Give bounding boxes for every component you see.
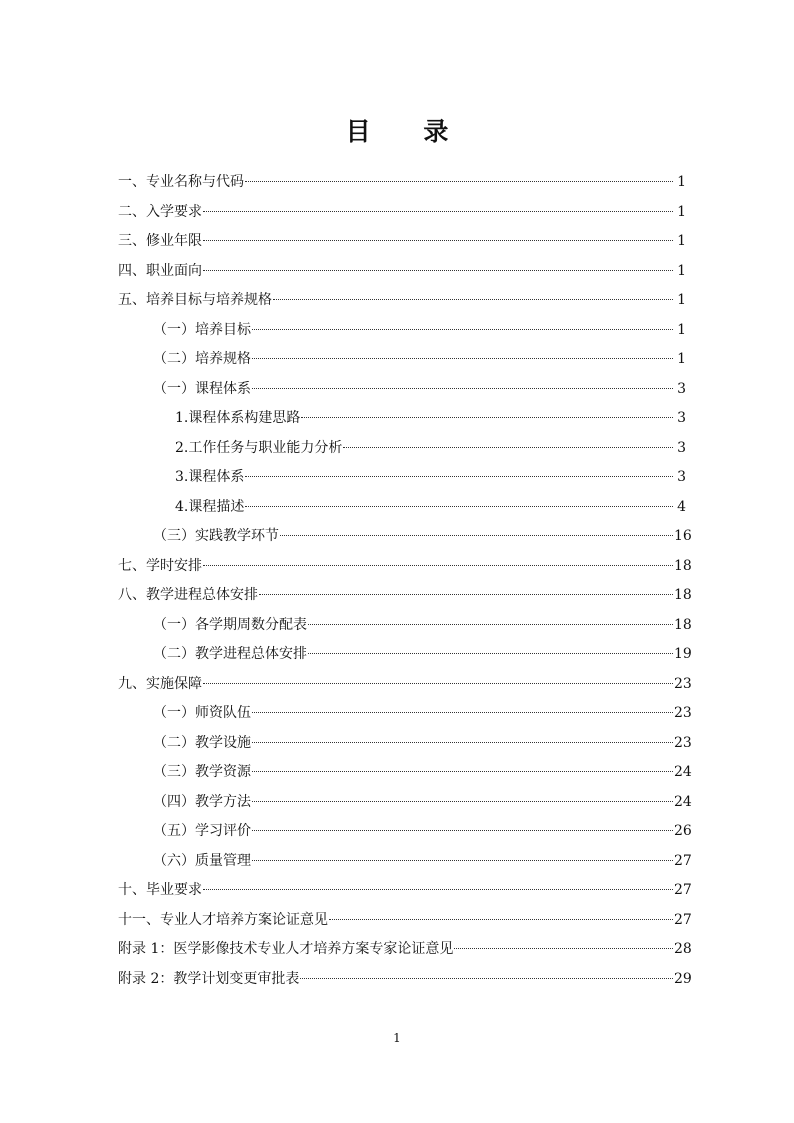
toc-entry[interactable] bbox=[118, 847, 692, 877]
toc-page-number: 1 bbox=[677, 321, 686, 338]
toc-page-number: 19 bbox=[674, 646, 692, 662]
toc-entry-label: 七、学时安排 bbox=[118, 557, 202, 574]
toc-page-number: 28 bbox=[674, 941, 692, 957]
toc-page-number: 1 bbox=[677, 203, 686, 220]
toc-entry-label: 十一、专业人才培养方案论证意见 bbox=[118, 911, 328, 928]
toc-page-number: 27 bbox=[674, 882, 692, 898]
toc-entry[interactable] bbox=[118, 434, 686, 464]
toc-entry-label: 1.课程体系构建思路 bbox=[175, 410, 301, 426]
toc-leader-dots bbox=[308, 624, 673, 625]
toc-entry-label: （二）教学设施 bbox=[153, 734, 251, 751]
toc-entry-label: 4.课程描述 bbox=[175, 498, 245, 515]
toc-entry[interactable] bbox=[118, 965, 692, 995]
toc-entry-label: 附录 1：医学影像技术专业人才培养方案专家论证意见 bbox=[118, 941, 454, 957]
toc-leader-dots bbox=[329, 919, 673, 920]
toc-leader-dots bbox=[252, 771, 673, 772]
toc-entry-label: 三、修业年限 bbox=[118, 233, 202, 249]
toc-entry[interactable] bbox=[118, 257, 686, 287]
toc-entry-label: 八、教学进程总体安排 bbox=[118, 587, 258, 603]
toc-page-number: 1 bbox=[677, 233, 686, 249]
toc-entry[interactable] bbox=[118, 522, 692, 552]
toc-leader-dots bbox=[245, 181, 673, 182]
toc-leader-dots bbox=[252, 358, 673, 359]
toc-entry-label: （三）实践教学环节 bbox=[153, 528, 279, 544]
toc-leader-dots bbox=[203, 270, 673, 271]
toc-page-number: 16 bbox=[674, 528, 692, 544]
toc-page-number: 3 bbox=[677, 439, 686, 456]
toc-page-number: 23 bbox=[674, 675, 692, 692]
toc-page-number: 24 bbox=[674, 793, 692, 810]
toc-entry[interactable] bbox=[118, 463, 686, 493]
toc-page-number: 3 bbox=[677, 469, 686, 485]
page-title: 目 录 bbox=[345, 117, 471, 146]
toc-entry-label: （一）课程体系 bbox=[153, 380, 251, 397]
toc-entry[interactable] bbox=[118, 670, 692, 700]
toc-page-number: 18 bbox=[674, 587, 692, 603]
toc-leader-dots bbox=[252, 830, 673, 831]
toc-page-number: 27 bbox=[674, 852, 692, 869]
toc-entry[interactable] bbox=[118, 198, 686, 228]
page-number-footer: 1 bbox=[393, 1031, 401, 1045]
toc-page-number: 3 bbox=[677, 380, 686, 397]
toc-entry[interactable] bbox=[118, 581, 692, 611]
toc-page-number: 18 bbox=[674, 557, 692, 574]
toc-entry-label: （一）师资队伍 bbox=[153, 705, 251, 721]
toc-leader-dots bbox=[252, 801, 673, 802]
toc-entry-label: （一）培养目标 bbox=[153, 321, 251, 338]
toc-entry-label: 附录 2：教学计划变更审批表 bbox=[118, 970, 300, 987]
toc-entry[interactable] bbox=[118, 168, 686, 198]
toc-entry[interactable] bbox=[118, 876, 692, 906]
toc-leader-dots bbox=[273, 299, 673, 300]
toc-leader-dots bbox=[280, 535, 673, 536]
toc-leader-dots bbox=[308, 653, 673, 654]
toc-entry-label: 五、培养目标与培养规格 bbox=[118, 292, 272, 308]
toc-entry[interactable] bbox=[118, 758, 692, 788]
toc-entry-label: （四）教学方法 bbox=[153, 793, 251, 810]
toc-page-number: 18 bbox=[674, 616, 692, 633]
toc-leader-dots bbox=[454, 948, 673, 949]
toc-entry-label: 四、职业面向 bbox=[118, 262, 202, 279]
toc-leader-dots bbox=[203, 565, 673, 566]
toc-leader-dots bbox=[259, 594, 673, 595]
toc-entry[interactable] bbox=[118, 611, 692, 641]
toc-entry[interactable] bbox=[118, 316, 686, 346]
toc-page-number: 3 bbox=[677, 410, 686, 426]
toc-leader-dots bbox=[252, 712, 673, 713]
toc-leader-dots bbox=[203, 683, 673, 684]
toc-entry-label: （二）培养规格 bbox=[153, 351, 251, 367]
toc-entry[interactable] bbox=[118, 935, 692, 965]
toc-entry[interactable] bbox=[118, 729, 692, 759]
toc-leader-dots bbox=[203, 889, 673, 890]
toc-entry[interactable] bbox=[118, 699, 692, 729]
toc-entry-label: 十、毕业要求 bbox=[118, 882, 202, 898]
toc-entry[interactable] bbox=[118, 788, 692, 818]
toc-page-number: 26 bbox=[674, 823, 692, 839]
toc-page-number: 23 bbox=[674, 734, 692, 751]
toc-entry-label: （三）教学资源 bbox=[153, 764, 251, 780]
toc-leader-dots bbox=[203, 240, 673, 241]
toc-leader-dots bbox=[301, 417, 673, 418]
toc-leader-dots bbox=[252, 388, 673, 389]
toc-page-number: 1 bbox=[677, 174, 686, 190]
toc-leader-dots bbox=[245, 476, 673, 477]
toc-leader-dots bbox=[245, 506, 673, 507]
toc-leader-dots bbox=[252, 860, 673, 861]
toc-entry[interactable] bbox=[118, 286, 686, 316]
toc-leader-dots bbox=[252, 742, 673, 743]
toc-entry-label: 2.工作任务与职业能力分析 bbox=[175, 439, 343, 456]
toc-entry-label: （六）质量管理 bbox=[153, 852, 251, 869]
toc-page-number: 1 bbox=[677, 292, 686, 308]
toc-entry-label: 一、专业名称与代码 bbox=[118, 174, 244, 190]
toc-leader-dots bbox=[252, 329, 673, 330]
toc-leader-dots bbox=[203, 211, 673, 212]
toc-entry-label: （五）学习评价 bbox=[153, 823, 251, 839]
toc-page-number: 1 bbox=[677, 262, 686, 279]
toc-entry[interactable] bbox=[118, 227, 686, 257]
toc-page-number: 24 bbox=[674, 764, 692, 780]
toc-page-number: 29 bbox=[674, 970, 692, 987]
toc-entry-label: 3.课程体系 bbox=[175, 469, 245, 485]
toc-entry-label: 九、实施保障 bbox=[118, 675, 202, 692]
toc-entry-label: 二、入学要求 bbox=[118, 203, 202, 220]
toc-entry[interactable] bbox=[118, 906, 692, 936]
toc-entry[interactable] bbox=[118, 404, 686, 434]
toc-entry[interactable] bbox=[118, 640, 692, 670]
toc-page-number: 1 bbox=[677, 351, 686, 367]
toc-page-number: 27 bbox=[674, 911, 692, 928]
table-of-contents bbox=[118, 168, 692, 994]
toc-entry-label: （一）各学期周数分配表 bbox=[153, 616, 307, 633]
toc-page-number: 4 bbox=[677, 498, 686, 515]
toc-entry[interactable] bbox=[118, 817, 692, 847]
toc-leader-dots bbox=[300, 978, 673, 979]
toc-entry[interactable] bbox=[118, 345, 686, 375]
toc-entry[interactable] bbox=[118, 375, 686, 405]
toc-page-number: 23 bbox=[674, 705, 692, 721]
toc-leader-dots bbox=[343, 447, 673, 448]
toc-entry-label: （二）教学进程总体安排 bbox=[153, 646, 307, 662]
toc-entry[interactable] bbox=[118, 493, 686, 523]
toc-entry[interactable] bbox=[118, 552, 692, 582]
